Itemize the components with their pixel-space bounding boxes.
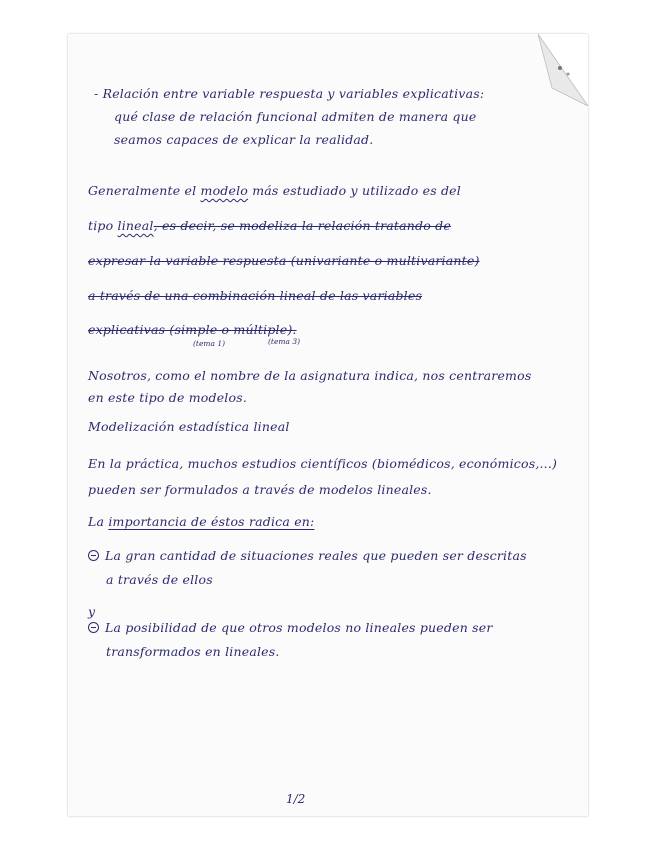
text-segment: tipo: [88, 218, 118, 233]
note-line-13: pueden ser formulados a través de modelos lineales.: [88, 482, 432, 497]
note-annotation: (tema 3): [268, 337, 301, 346]
underlined-word: modelo: [200, 183, 249, 198]
underlined-word: respuesta: [222, 253, 287, 268]
page-number: 1/2: [286, 792, 306, 806]
underlined-word: lineal: [117, 218, 154, 233]
struck-text: , es decir, se modeliza la relación tratando de: [153, 218, 451, 233]
note-annotation: (tema 1): [193, 339, 226, 348]
underlined-phrase: importancia de éstos radica en:: [108, 514, 315, 529]
note-line-8: [88, 322, 588, 337]
note-line-5: [88, 218, 588, 233]
struck-text: explicativas (simple o múltiple).: [88, 322, 297, 337]
notebook-page: [68, 34, 588, 816]
note-line-10: en este tipo de modelos.: [88, 390, 248, 405]
bullet-line-1: [88, 548, 588, 563]
note-line-6: [88, 253, 588, 268]
text-segment: más estudiado y utilizado es del: [248, 183, 461, 198]
bullet-line-2-cont: transformados en lineales.: [106, 644, 280, 659]
text-segment: Generalmente el: [88, 183, 201, 198]
bullet-icon: [88, 622, 99, 633]
note-line-2: qué clase de relación funcional admiten de manera que: [114, 109, 477, 124]
bullet-line-1-cont: a través de ellos: [106, 572, 213, 587]
struck-text: (univariante o multivariante): [286, 253, 480, 268]
text-segment: La gran cantidad de situaciones reales que pueden ser descritas: [105, 548, 527, 563]
note-line-3: seamos capaces de explicar la realidad.: [114, 132, 374, 147]
note-line-11: Modelización estadística lineal: [88, 419, 290, 434]
note-line-12: En la práctica, muchos estudios científicos (biomédicos, económicos,...): [88, 456, 558, 471]
note-line-14: [88, 514, 588, 529]
note-line-4: [88, 183, 588, 198]
note-line-1: - Relación entre variable respuesta y variables explicativas:: [94, 86, 485, 101]
note-line-7: a través de una combinación lineal de las variables: [88, 288, 423, 303]
bullet-line-2: [88, 620, 588, 635]
note-line-9: Nosotros, como el nombre de la asignatura indica, nos centraremos: [88, 368, 532, 383]
bullet-icon: [88, 550, 99, 561]
text-segment: La posibilidad de que otros modelos no lineales pueden ser: [105, 620, 493, 635]
conjunction-line: y: [88, 604, 96, 619]
text-segment: La: [88, 514, 109, 529]
struck-text: expresar la variable: [88, 253, 223, 268]
